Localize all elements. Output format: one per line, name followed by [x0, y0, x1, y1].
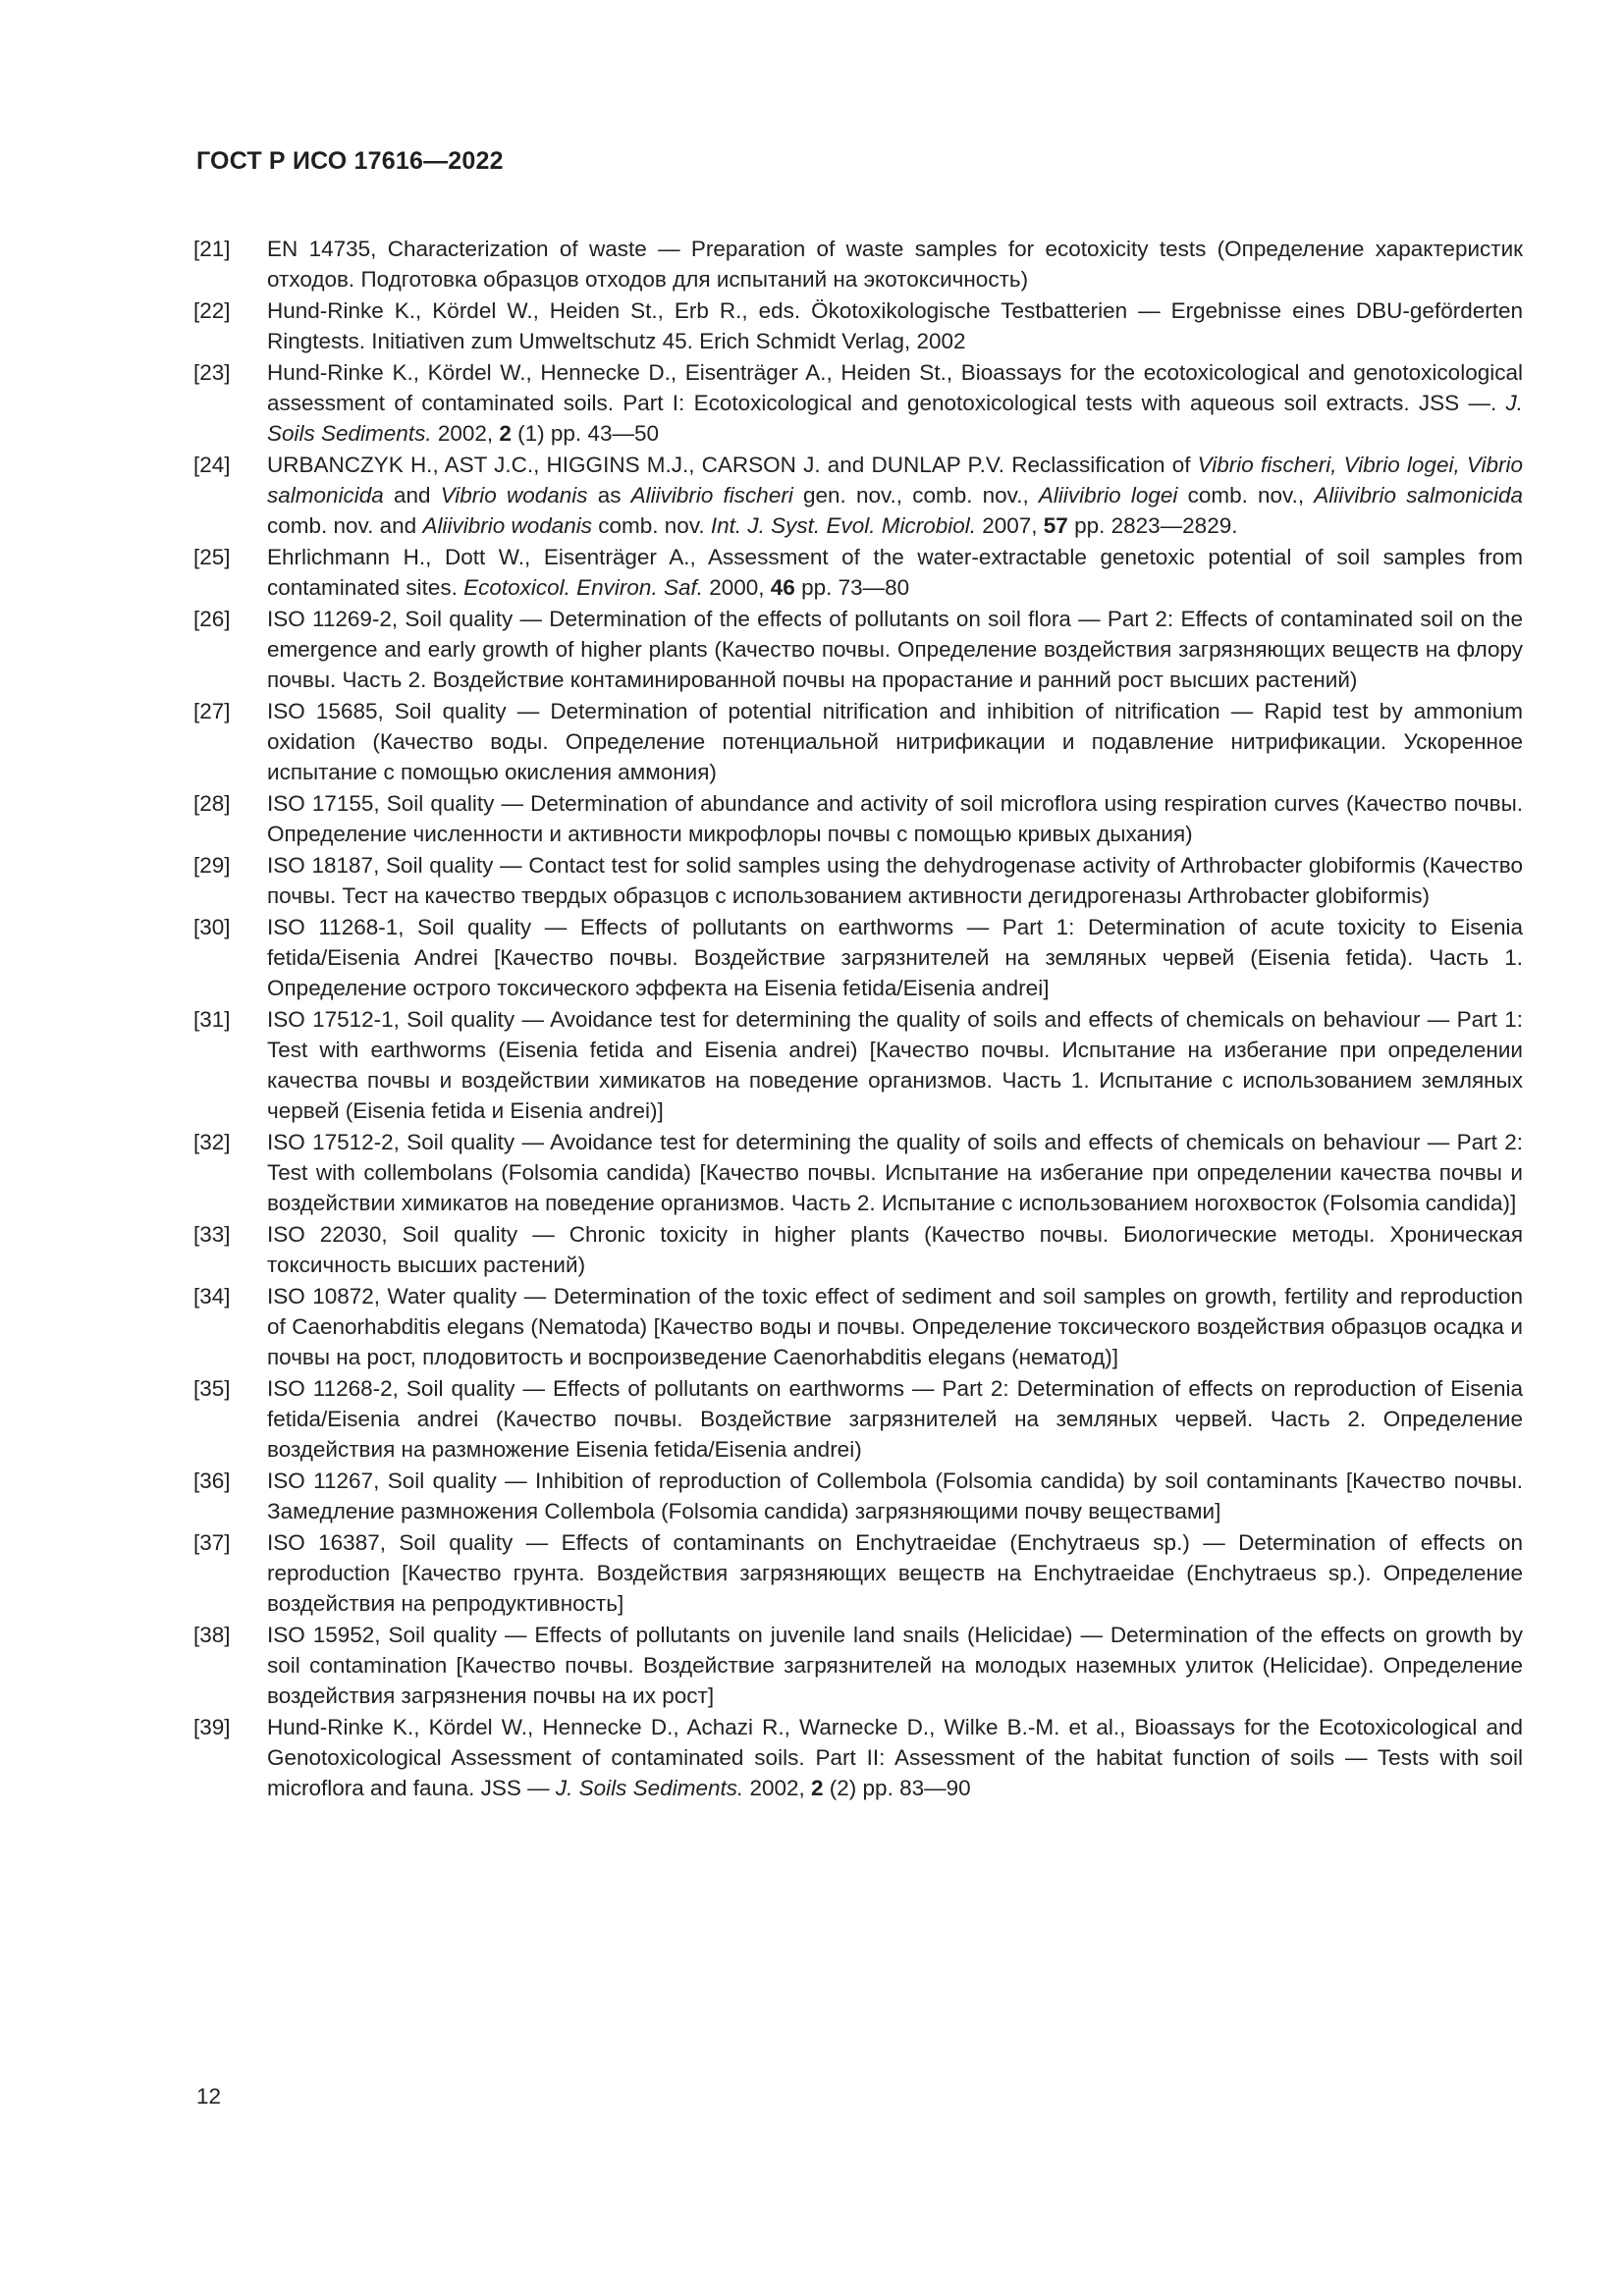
text-run: ISO 15952, Soil quality — Effects of pollutants on juvenile land snails (Helicidae) — Determination of the effects on growth by soil contamination [Качество почвы. Воздействие загрязнителей на молодых наземных улиток (Helicidae). Определение воздействия загрязнения почвы на их рост] [267, 1623, 1523, 1708]
reference-item [193, 604, 1523, 695]
reference-item [193, 234, 1523, 294]
reference-text [267, 912, 1523, 1003]
reference-number: [35] [193, 1376, 231, 1401]
text-run: ISO 17155, Soil quality — Determination of abundance and activity of soil microflora using respiration curves (Качество почвы. Определение численности и активности микрофлоры почвы с помощью кривых дыхания) [267, 791, 1523, 846]
reference-number: [25] [193, 545, 231, 569]
reference-text [267, 1373, 1523, 1465]
reference-text [267, 1466, 1523, 1526]
bold-run: 2 [811, 1776, 824, 1800]
bold-run: 46 [770, 575, 795, 600]
reference-item [193, 357, 1523, 449]
text-run: Hund-Rinke K., Kördel W., Hennecke D., Achazi R., Warnecke D., Wilke B.-M. et al., Bioassays for the Ecotoxicological and Genotoxicological Assessment of contaminated soils. Part II: Assessment of the habitat function of soils — Tests with soil microflora and fauna. JSS — [267, 1715, 1523, 1800]
reference-text [267, 696, 1523, 787]
document-header: ГОСТ Р ИСО 17616—2022 [196, 147, 504, 175]
reference-number: [36] [193, 1468, 231, 1493]
reference-text [267, 850, 1523, 911]
text-run: 2000, [702, 575, 771, 600]
italic-run: Vibrio wodanis [440, 483, 588, 507]
reference-number: [26] [193, 607, 231, 631]
italic-run: J. Soils Sediments. [555, 1776, 744, 1800]
reference-number: [21] [193, 237, 231, 261]
text-run: ISO 11268-2, Soil quality — Effects of pollutants on earthworms — Part 2: Determination of effects on reproduction of Eisenia fetida/Eisenia andrei (Качество почвы. Воздействие загрязнителей на земляных червей. Часть 2. Определение воздействия на размножение Eisenia fetida/Eisenia andrei) [267, 1376, 1523, 1462]
text-run: ISO 16387, Soil quality — Effects of contaminants on Enchytraeidae (Enchytraeus sp.) — Determination of effects on reproduction [Качество грунта. Воздействия загрязняющих веществ на Enchytraeidae (Enchytraeus sp.). Определение воздействия на репродуктивность] [267, 1530, 1523, 1616]
text-run: pp. 2823—2829. [1067, 513, 1238, 538]
italic-run: J. Soils Sediments. [267, 391, 1523, 446]
reference-item [193, 850, 1523, 911]
reference-number: [31] [193, 1007, 231, 1032]
text-run: comb. nov. and [267, 513, 423, 538]
reference-text [267, 234, 1523, 294]
reference-text [267, 604, 1523, 695]
text-run: ISO 11268-1, Soil quality — Effects of pollutants on earthworms — Part 1: Determination of acute toxicity to Eisenia fetida/Eisenia Andrei [Качество почвы. Воздействие загрязнителей на земляных червей (Eisenia fetida). Часть 1. Определение острого токсического эффекта на Eisenia fetida/Eisenia andrei] [267, 915, 1523, 1000]
text-run: ISO 15685, Soil quality — Determination of potential nitrification and inhibition of nitrification — Rapid test by ammonium oxidation (Качество воды. Определение потенциальной нитрификации и подавление нитрификации. Ускоренное испытание с помощью окисления аммония) [267, 699, 1523, 784]
reference-text [267, 788, 1523, 849]
italic-run: Aliivibrio salmonicida [1314, 483, 1524, 507]
text-run: as [587, 483, 631, 507]
text-run: URBANCZYK H., AST J.C., HIGGINS M.J., CARSON J. and DUNLAP P.V. Reclassification of [267, 453, 1198, 477]
text-run: comb. nov. [592, 513, 711, 538]
reference-item [193, 1219, 1523, 1280]
reference-text [267, 1620, 1523, 1711]
reference-number: [22] [193, 298, 231, 323]
reference-number: [32] [193, 1130, 231, 1154]
bold-run: 2 [499, 421, 512, 446]
reference-text [267, 1219, 1523, 1280]
reference-number: [24] [193, 453, 231, 477]
reference-item [193, 1127, 1523, 1218]
reference-number: [23] [193, 360, 231, 385]
text-run: Hund-Rinke K., Kördel W., Hennecke D., Eisenträger A., Heiden St., Bioassays for the ecotoxicological and genotoxicological assessment of contaminated soils. Part I: Ecotoxicological and genotoxicological tests with aqueous soil extracts. JSS —. [267, 360, 1523, 415]
reference-item [193, 1620, 1523, 1711]
text-run: comb. nov., [1177, 483, 1315, 507]
italic-run: Int. J. Syst. Evol. Microbiol. [710, 513, 976, 538]
reference-number: [33] [193, 1222, 231, 1247]
reference-text [267, 1527, 1523, 1619]
reference-item [193, 1466, 1523, 1526]
reference-text [267, 450, 1523, 541]
reference-item [193, 912, 1523, 1003]
text-run: EN 14735, Characterization of waste — Preparation of waste samples for ecotoxicity tests (Определение характеристик отходов. Подготовка образцов отходов для испытаний на экотоксичность) [267, 237, 1523, 292]
text-run: and [383, 483, 441, 507]
reference-text [267, 295, 1523, 356]
reference-item [193, 696, 1523, 787]
reference-number: [29] [193, 853, 231, 878]
reference-item [193, 1712, 1523, 1803]
reference-item [193, 1004, 1523, 1126]
reference-number: [30] [193, 915, 231, 939]
bold-run: 57 [1043, 513, 1068, 538]
text-run: gen. nov., comb. nov., [792, 483, 1039, 507]
text-run: ISO 18187, Soil quality — Contact test for solid samples using the dehydrogenase activity of Arthrobacter globiformis (Качество почвы. Тест на качество твердых образцов с использованием активности дегидрогеназы Arthrobacter globiformis) [267, 853, 1523, 908]
text-run: ISO 10872, Water quality — Determination of the toxic effect of sediment and soil samples on growth, fertility and reproduction of Caenorhabditis elegans (Nematoda) [Качество воды и почвы. Определение токсического воздействия образцов осадка и почвы на рост, плодовитость и воспроизведение Caenorhabditis elegans (нематод)] [267, 1284, 1523, 1369]
reference-item [193, 788, 1523, 849]
reference-text [267, 1127, 1523, 1218]
italic-run: Ecotoxicol. Environ. Saf. [463, 575, 703, 600]
reference-number: [39] [193, 1715, 231, 1739]
page-number: 12 [196, 2084, 222, 2109]
reference-text [267, 542, 1523, 603]
text-run: ISO 11267, Soil quality — Inhibition of reproduction of Collembola (Folsomia candida) by soil contaminants [Качество почвы. Замедление размножения Collembola (Folsomia candida) загрязняющими почву веществами] [267, 1468, 1523, 1523]
reference-number: [38] [193, 1623, 231, 1647]
reference-text [267, 1281, 1523, 1372]
reference-text [267, 1712, 1523, 1803]
text-run: 2002, [431, 421, 500, 446]
reference-item [193, 1373, 1523, 1465]
text-run: ISO 11269-2, Soil quality — Determination of the effects of pollutants on soil flora — Part 2: Effects of contaminated soil on the emergence and early growth of higher plants (Качество почвы. Определение воздействия загрязняющих веществ на флору почвы. Часть 2. Воздействие контаминированной почвы на прорастание и ранний рост высших растений) [267, 607, 1523, 692]
reference-item [193, 1527, 1523, 1619]
reference-item [193, 295, 1523, 356]
reference-text [267, 357, 1523, 449]
text-run: pp. 73—80 [794, 575, 910, 600]
reference-number: [37] [193, 1530, 231, 1555]
reference-item [193, 450, 1523, 541]
reference-item [193, 1281, 1523, 1372]
reference-number: [27] [193, 699, 231, 723]
text-run: Ehrlichmann H., Dott W., Eisenträger A., Assessment of the water-extractable genetoxic potential of soil samples from contaminated sites. [267, 545, 1523, 600]
italic-run: Aliivibrio logei [1038, 483, 1178, 507]
text-run: ISO 17512-1, Soil quality — Avoidance test for determining the quality of soils and effects of chemicals on behaviour — Part 1: Test with earthworms (Eisenia fetida and Eisenia andrei) [Качество почвы. Испытание на избегание при определении качества почвы и воздействии химикатов на поведение организмов. Часть 1. Испытание с использованием земляных червей (Eisenia fetida и Eisenia andrei)] [267, 1007, 1523, 1123]
reference-text [267, 1004, 1523, 1126]
text-run: Hund-Rinke K., Kördel W., Heiden St., Erb R., eds. Ökotoxikologische Testbatterien — Ergebnisse eines DBU-geförderten Ringtests. Initiativen zum Umweltschutz 45. Erich Schmidt Verlag, 2002 [267, 298, 1523, 353]
text-run: (1) pp. 43—50 [511, 421, 659, 446]
reference-item [193, 542, 1523, 603]
reference-number: [28] [193, 791, 231, 816]
text-run: ISO 17512-2, Soil quality — Avoidance test for determining the quality of soils and effects of chemicals on behaviour — Part 2: Test with collembolans (Folsomia candida) [Качество почвы. Испытание на избегание при определении качества почвы и воздействии химикатов на поведение организмов. Часть 2. Испытание с использованием ногохвосток (Folsomia candida)] [267, 1130, 1523, 1215]
text-run: (2) pp. 83—90 [823, 1776, 971, 1800]
italic-run: Vibrio fischeri, Vibrio logei, Vibrio salmonicida [267, 453, 1523, 507]
text-run: 2007, [975, 513, 1044, 538]
text-run: 2002, [743, 1776, 812, 1800]
text-run: ISO 22030, Soil quality — Chronic toxicity in higher plants (Качество почвы. Биологические методы. Хроническая токсичность высших растений) [267, 1222, 1523, 1277]
bibliography-list [193, 234, 1523, 1804]
italic-run: Aliivibrio fischeri [630, 483, 793, 507]
italic-run: Aliivibrio wodanis [422, 513, 593, 538]
reference-number: [34] [193, 1284, 231, 1308]
